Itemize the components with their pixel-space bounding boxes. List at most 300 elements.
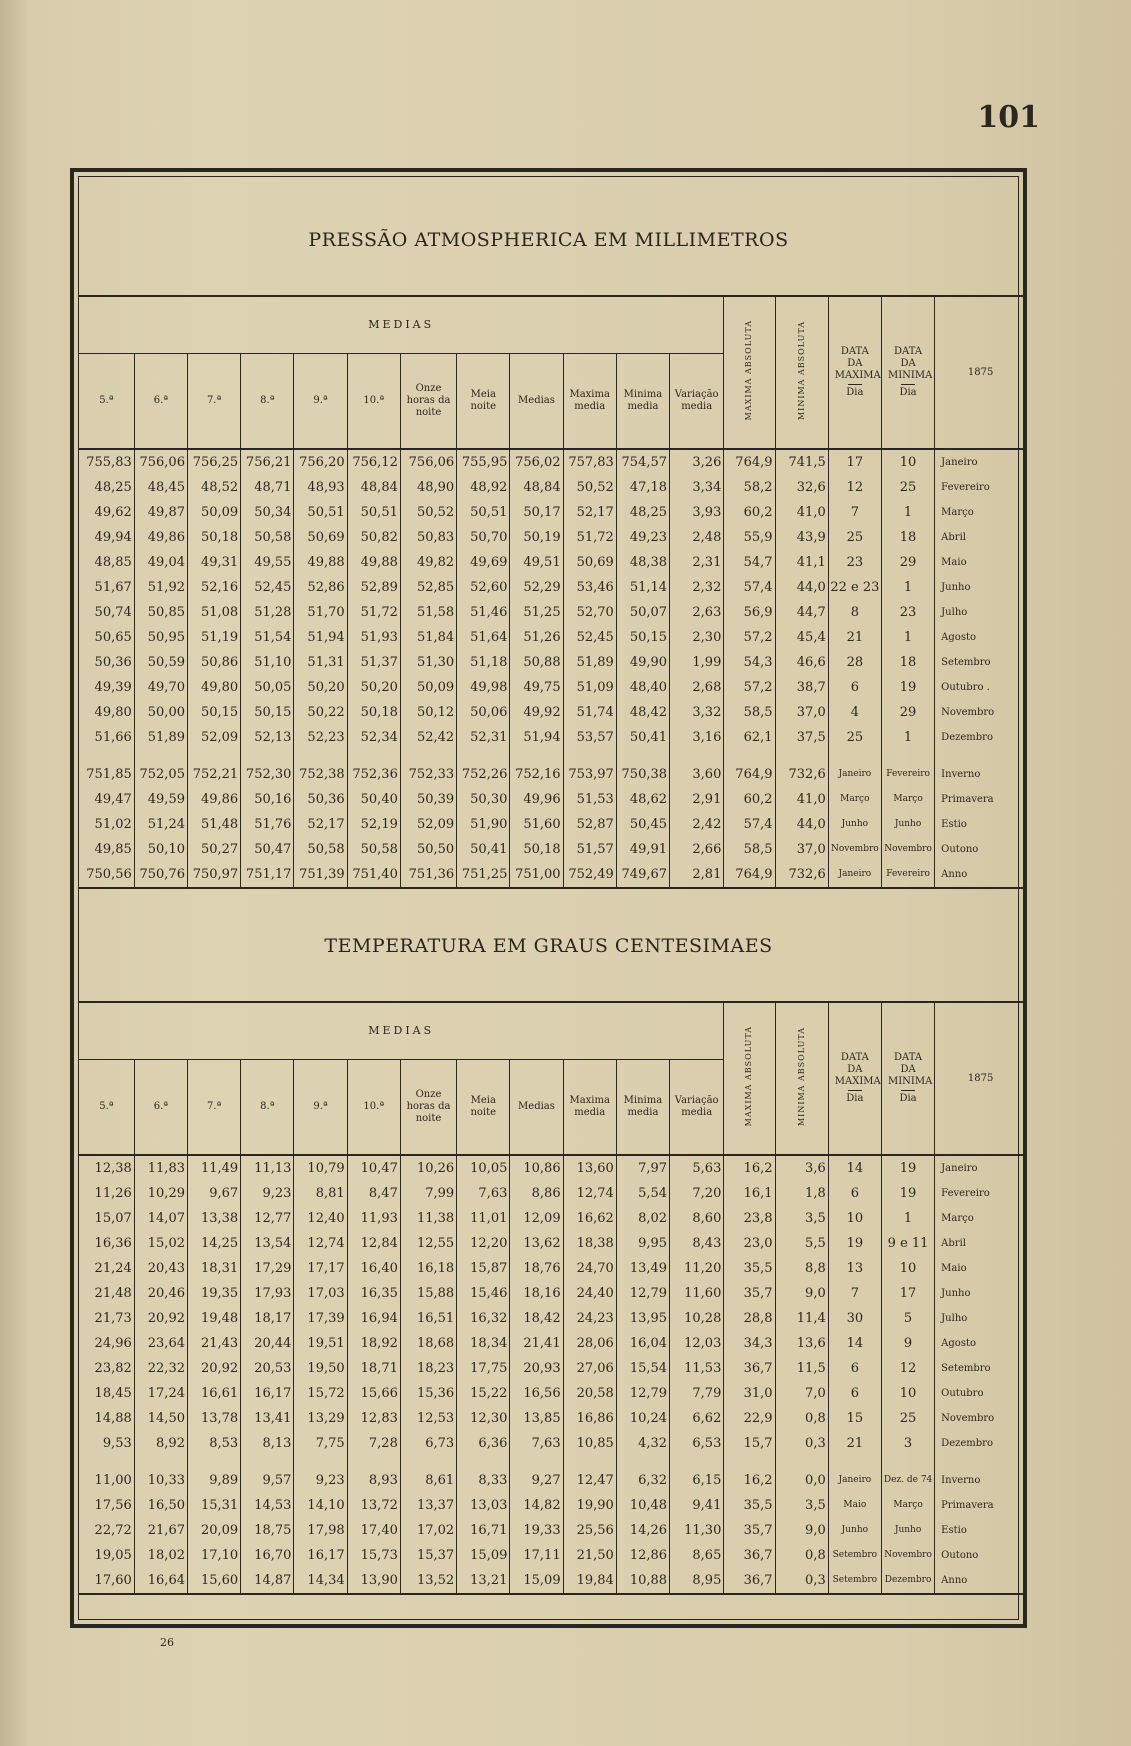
data-minima-header — [881, 1003, 934, 1155]
table-row — [79, 675, 1026, 700]
spacer-cell — [347, 750, 400, 762]
period-cell: Primavera — [935, 787, 1026, 812]
value-cell: Dez. de 74 — [881, 1468, 934, 1493]
value-cell: 11,26 — [94, 1186, 132, 1201]
column-header — [400, 1060, 456, 1156]
value-cell: 57,2 — [724, 675, 775, 700]
value-cell: 751,00 — [510, 862, 563, 888]
dia-label: Dia — [846, 1093, 864, 1104]
value-cell: 27,06 — [563, 1356, 616, 1381]
column-header — [347, 1060, 400, 1156]
value-cell: 49,85 — [94, 842, 132, 857]
value-cell: 48,62 — [616, 787, 669, 812]
year-header — [935, 297, 1026, 449]
medias-header — [79, 297, 724, 354]
data-maxima-label: DATA DA MAXIMA — [834, 346, 881, 381]
value-cell: 28 — [828, 650, 881, 675]
value-cell: 57,4 — [724, 575, 775, 600]
value-cell: 13,37 — [400, 1493, 456, 1518]
value-cell: 37,0 — [775, 700, 828, 725]
value-cell: 8,61 — [400, 1468, 456, 1493]
value-cell: 51,19 — [187, 625, 240, 650]
value-cell: 17,98 — [294, 1518, 347, 1543]
spacer-cell — [510, 1456, 563, 1468]
value-cell: 21 — [828, 1431, 881, 1456]
value-cell: Setembro — [828, 1543, 881, 1568]
value-cell: 7 — [828, 1281, 881, 1306]
value-cell: 749,67 — [616, 862, 669, 888]
value-cell: 8,02 — [616, 1206, 669, 1231]
value-cell: 12,55 — [400, 1231, 456, 1256]
value-cell: 50,18 — [510, 837, 563, 862]
value-cell: 12,86 — [616, 1543, 669, 1568]
value-cell: 756,12 — [347, 449, 400, 475]
value-cell: 9,41 — [670, 1493, 724, 1518]
spacer-cell — [775, 1456, 828, 1468]
value-cell: 11,83 — [134, 1155, 187, 1181]
value-cell: Novembro — [881, 1543, 934, 1568]
value-cell: 12,79 — [616, 1281, 669, 1306]
temperature-title: TEMPERATURA EM GRAUS CENTESIMAES — [324, 935, 773, 957]
value-cell: 9 e 11 — [881, 1231, 934, 1256]
value-cell: 35,7 — [724, 1518, 775, 1543]
table-row — [79, 1356, 1026, 1381]
value-cell: 17,40 — [347, 1518, 400, 1543]
value-cell: 3,34 — [670, 475, 724, 500]
value-cell: 8,43 — [670, 1231, 724, 1256]
value-cell: 15,02 — [134, 1231, 187, 1256]
value-cell: 50,20 — [294, 675, 347, 700]
value-cell: 12,77 — [241, 1206, 294, 1231]
value-cell: 757,83 — [563, 449, 616, 475]
value-cell: 15,7 — [724, 1431, 775, 1456]
data-maxima-header — [828, 1003, 881, 1155]
column-header-label: 8.ª — [260, 395, 275, 406]
spacer-cell — [134, 1456, 187, 1468]
period-cell: Anno — [935, 862, 1026, 888]
spacer-cell — [347, 1456, 400, 1468]
value-cell: 754,57 — [616, 449, 669, 475]
value-cell: 11,49 — [187, 1155, 240, 1181]
spacer-cell — [724, 1456, 775, 1468]
value-cell: 15,66 — [347, 1381, 400, 1406]
value-cell: 28,8 — [724, 1306, 775, 1331]
period-cell: Outono — [935, 1543, 1026, 1568]
column-header — [510, 354, 563, 450]
value-cell: 17,29 — [241, 1256, 294, 1281]
value-cell: 0,3 — [775, 1568, 828, 1594]
value-cell: 16,70 — [241, 1543, 294, 1568]
value-cell: 3,60 — [670, 762, 724, 787]
value-cell: 12,47 — [563, 1468, 616, 1493]
value-cell: 57,2 — [724, 625, 775, 650]
column-header-label: Maxima media — [569, 1095, 610, 1118]
value-cell: 752,05 — [134, 762, 187, 787]
value-cell: 13,78 — [187, 1406, 240, 1431]
value-cell: 751,36 — [400, 862, 456, 888]
value-cell: 756,02 — [510, 449, 563, 475]
value-cell: 18,45 — [94, 1386, 132, 1401]
value-cell: 53,57 — [563, 725, 616, 750]
column-header — [563, 354, 616, 450]
value-cell: 48,42 — [616, 700, 669, 725]
header-dash — [901, 384, 915, 385]
value-cell: 3,5 — [775, 1493, 828, 1518]
table-row — [79, 762, 1026, 787]
value-cell: 752,49 — [563, 862, 616, 888]
table-frame — [70, 168, 1027, 1628]
value-cell: 13,85 — [510, 1406, 563, 1431]
value-cell: 50,06 — [457, 700, 510, 725]
column-header-label: Minima media — [623, 1095, 663, 1118]
value-cell: 15,09 — [457, 1543, 510, 1568]
value-cell: 11,00 — [94, 1473, 132, 1488]
value-cell: 741,5 — [775, 449, 828, 475]
value-cell: 18,75 — [241, 1518, 294, 1543]
column-header — [457, 354, 510, 450]
period-cell: Estio — [935, 1518, 1026, 1543]
value-cell: 50,19 — [510, 525, 563, 550]
column-header-label: 9.ª — [313, 395, 328, 406]
table-row — [79, 550, 1026, 575]
value-cell: 23 — [881, 600, 934, 625]
value-cell: 12,84 — [347, 1231, 400, 1256]
value-cell: 52,60 — [457, 575, 510, 600]
value-cell: 9 — [881, 1331, 934, 1356]
value-cell: 51,02 — [94, 817, 132, 832]
value-cell: 751,40 — [347, 862, 400, 888]
spacer-cell — [457, 750, 510, 762]
value-cell: 12,53 — [400, 1406, 456, 1431]
value-cell: 11,20 — [670, 1256, 724, 1281]
data-maxima-header — [828, 297, 881, 449]
column-header-label: 5.ª — [99, 1101, 114, 1112]
value-cell: 23,8 — [724, 1206, 775, 1231]
value-cell: 17 — [881, 1281, 934, 1306]
value-cell: 32,6 — [775, 475, 828, 500]
value-cell: 8,93 — [347, 1468, 400, 1493]
value-cell: 50,22 — [294, 700, 347, 725]
value-cell: 24,96 — [94, 1336, 132, 1351]
value-cell: 751,39 — [294, 862, 347, 888]
value-cell: 35,7 — [724, 1281, 775, 1306]
spacer-cell — [187, 1456, 240, 1468]
value-cell: 15,88 — [400, 1281, 456, 1306]
value-cell: 12,79 — [616, 1381, 669, 1406]
value-cell: 21,67 — [134, 1518, 187, 1543]
value-cell: 20,92 — [134, 1306, 187, 1331]
value-cell: 16,17 — [294, 1543, 347, 1568]
value-cell: 51,93 — [347, 625, 400, 650]
value-cell: 28,06 — [563, 1331, 616, 1356]
column-header-label: Variação media — [674, 389, 719, 412]
value-cell: 18 — [881, 525, 934, 550]
value-cell: 752,26 — [457, 762, 510, 787]
value-cell: 12,03 — [670, 1331, 724, 1356]
value-cell: 2,30 — [670, 625, 724, 650]
value-cell: 20,58 — [563, 1381, 616, 1406]
value-cell: 15,87 — [457, 1256, 510, 1281]
value-cell: 17,75 — [457, 1356, 510, 1381]
value-cell: 2,42 — [670, 812, 724, 837]
value-cell: 19,33 — [510, 1518, 563, 1543]
value-cell: 14,50 — [134, 1406, 187, 1431]
value-cell: 751,25 — [457, 862, 510, 888]
value-cell: 2,31 — [670, 550, 724, 575]
value-cell: 16,50 — [134, 1493, 187, 1518]
value-cell: 23,64 — [134, 1331, 187, 1356]
spacer-cell — [670, 1456, 724, 1468]
value-cell: 6 — [828, 1356, 881, 1381]
value-cell: 5,54 — [616, 1181, 669, 1206]
value-cell: 48,84 — [510, 475, 563, 500]
value-cell: 50,52 — [400, 500, 456, 525]
value-cell: 52,29 — [510, 575, 563, 600]
value-cell: 60,2 — [724, 500, 775, 525]
value-cell: Junho — [828, 812, 881, 837]
value-cell: 18,76 — [510, 1256, 563, 1281]
value-cell: 13,90 — [347, 1568, 400, 1594]
column-header — [616, 354, 669, 450]
value-cell: 50,39 — [400, 787, 456, 812]
value-cell: 50,83 — [400, 525, 456, 550]
value-cell: 6 — [828, 1381, 881, 1406]
value-cell: 11,53 — [670, 1356, 724, 1381]
value-cell: 12,20 — [457, 1231, 510, 1256]
table-row — [79, 525, 1026, 550]
year-label: 1875 — [967, 366, 994, 378]
value-cell: 16,40 — [347, 1256, 400, 1281]
column-header-label: 9.ª — [313, 1101, 328, 1112]
spacer-cell — [935, 1456, 1026, 1468]
value-cell: 2,66 — [670, 837, 724, 862]
value-cell: 14,82 — [510, 1493, 563, 1518]
table-row — [79, 862, 1026, 888]
value-cell: 13,52 — [400, 1568, 456, 1594]
value-cell: 50,95 — [134, 625, 187, 650]
value-cell: 18,34 — [457, 1331, 510, 1356]
medias-label: MEDIAS — [368, 1023, 435, 1037]
column-header — [134, 1060, 187, 1156]
value-cell: 52,19 — [347, 812, 400, 837]
value-cell: 19 — [881, 1181, 934, 1206]
column-header — [457, 1060, 510, 1156]
value-cell: 50,85 — [134, 600, 187, 625]
value-cell: 15,73 — [347, 1543, 400, 1568]
table-row — [79, 1155, 1026, 1181]
value-cell: 19,84 — [563, 1568, 616, 1594]
value-cell: 19,90 — [563, 1493, 616, 1518]
value-cell: 51,46 — [457, 600, 510, 625]
maxima-absoluta-label: MAXIMA ABSOLUTA — [744, 320, 754, 421]
value-cell: 6 — [828, 1181, 881, 1206]
value-cell: 51,09 — [563, 675, 616, 700]
value-cell: 50,36 — [94, 655, 132, 670]
value-cell: 52,85 — [400, 575, 456, 600]
value-cell: 29 — [881, 550, 934, 575]
value-cell: 8,65 — [670, 1543, 724, 1568]
data-maxima-label: DATA DA MAXIMA — [834, 1052, 881, 1087]
spacer-cell — [563, 1456, 616, 1468]
value-cell: 51,94 — [294, 625, 347, 650]
pressure-title: PRESSÃO ATMOSPHERICA EM MILLIMETROS — [308, 229, 789, 251]
value-cell: 20,92 — [187, 1356, 240, 1381]
column-header-label: 10.ª — [363, 395, 385, 406]
value-cell: 62,1 — [724, 725, 775, 750]
value-cell: 21,50 — [563, 1543, 616, 1568]
page-number: 101 — [977, 100, 1040, 135]
value-cell: 10,28 — [670, 1306, 724, 1331]
value-cell: 3,26 — [670, 449, 724, 475]
value-cell: 750,76 — [134, 862, 187, 888]
value-cell: 48,52 — [187, 475, 240, 500]
value-cell: 752,21 — [187, 762, 240, 787]
value-cell: 732,6 — [775, 762, 828, 787]
value-cell: 50,69 — [563, 550, 616, 575]
value-cell: 51,25 — [510, 600, 563, 625]
value-cell: 10,05 — [457, 1155, 510, 1181]
dia-label: Dia — [899, 387, 917, 398]
spacer-cell — [510, 750, 563, 762]
value-cell: 51,89 — [134, 725, 187, 750]
value-cell: 51,92 — [134, 575, 187, 600]
value-cell: 52,17 — [294, 812, 347, 837]
value-cell: 53,46 — [563, 575, 616, 600]
value-cell: 45,4 — [775, 625, 828, 650]
value-cell: 41,0 — [775, 500, 828, 525]
value-cell: 10 — [881, 1381, 934, 1406]
value-cell: 16,64 — [134, 1568, 187, 1594]
minima-absoluta-label: MINIMA ABSOLUTA — [796, 1026, 806, 1126]
value-cell: 25,56 — [563, 1518, 616, 1543]
value-cell: 1,8 — [775, 1181, 828, 1206]
value-cell: 8,86 — [510, 1181, 563, 1206]
value-cell: 51,54 — [241, 625, 294, 650]
value-cell: 50,09 — [400, 675, 456, 700]
value-cell: 49,82 — [400, 550, 456, 575]
value-cell: 10 — [881, 1256, 934, 1281]
value-cell: 49,87 — [134, 500, 187, 525]
value-cell: 37,5 — [775, 725, 828, 750]
value-cell: 52,09 — [400, 812, 456, 837]
value-cell: 49,04 — [134, 550, 187, 575]
table-row — [79, 625, 1026, 650]
spacer-cell — [881, 750, 934, 762]
value-cell: 23 — [828, 550, 881, 575]
period-cell: Outono — [935, 837, 1026, 862]
value-cell: 57,4 — [724, 812, 775, 837]
value-cell: 13,21 — [457, 1568, 510, 1594]
value-cell: 13,38 — [187, 1206, 240, 1231]
value-cell: 20,53 — [241, 1356, 294, 1381]
column-header-label: Onze horas da noite — [406, 383, 451, 418]
value-cell: 55,9 — [724, 525, 775, 550]
value-cell: 15,60 — [187, 1568, 240, 1594]
value-cell: 1 — [881, 500, 934, 525]
value-cell: 13 — [828, 1256, 881, 1281]
value-cell: 15,54 — [616, 1356, 669, 1381]
table-row — [79, 725, 1026, 750]
value-cell: 51,66 — [94, 730, 132, 745]
value-cell: 10,29 — [134, 1181, 187, 1206]
value-cell: 50,51 — [347, 500, 400, 525]
table-row — [79, 787, 1026, 812]
temperature-table — [79, 1003, 1026, 1595]
value-cell: 18 — [881, 650, 934, 675]
value-cell: 7,79 — [670, 1381, 724, 1406]
spacer-cell — [670, 750, 724, 762]
value-cell: 52,86 — [294, 575, 347, 600]
period-cell: Novembro — [935, 1406, 1026, 1431]
value-cell: 16,61 — [187, 1381, 240, 1406]
value-cell: 8,13 — [241, 1431, 294, 1456]
column-header-label: Maxima media — [569, 389, 610, 412]
value-cell: 19 — [828, 1231, 881, 1256]
value-cell: 50,12 — [400, 700, 456, 725]
value-cell: 52,34 — [347, 725, 400, 750]
value-cell: 752,16 — [510, 762, 563, 787]
table-frame-inner — [78, 176, 1019, 1620]
spacer-row — [79, 1456, 1026, 1468]
table-row — [79, 1568, 1026, 1594]
value-cell: 17,17 — [294, 1256, 347, 1281]
value-cell: 48,93 — [294, 475, 347, 500]
value-cell: 48,25 — [616, 500, 669, 525]
value-cell: 18,68 — [400, 1331, 456, 1356]
value-cell: 752,30 — [241, 762, 294, 787]
value-cell: 16,86 — [563, 1406, 616, 1431]
value-cell: 48,40 — [616, 675, 669, 700]
column-header-label: 7.ª — [206, 1101, 222, 1112]
value-cell: 7,75 — [294, 1431, 347, 1456]
value-cell: 16,17 — [241, 1381, 294, 1406]
value-cell: 764,9 — [724, 862, 775, 888]
value-cell: 52,45 — [241, 575, 294, 600]
value-cell: 51,72 — [563, 525, 616, 550]
value-cell: 19,05 — [94, 1548, 132, 1563]
value-cell: 6,15 — [670, 1468, 724, 1493]
value-cell: 0,0 — [775, 1468, 828, 1493]
value-cell: 50,65 — [94, 630, 132, 645]
value-cell: 50,15 — [241, 700, 294, 725]
value-cell: 12 — [828, 475, 881, 500]
value-cell: 20,44 — [241, 1331, 294, 1356]
value-cell: 10,26 — [400, 1155, 456, 1181]
value-cell: 752,36 — [347, 762, 400, 787]
column-header-label: Variação media — [674, 1095, 719, 1118]
column-header — [670, 354, 724, 450]
value-cell: 2,91 — [670, 787, 724, 812]
table-row — [79, 1181, 1026, 1206]
minima-absoluta-header — [775, 1003, 828, 1155]
value-cell: 49,80 — [94, 705, 132, 720]
value-cell: 49,62 — [94, 505, 132, 520]
value-cell: 13,41 — [241, 1406, 294, 1431]
value-cell: 50,47 — [241, 837, 294, 862]
table-row — [79, 700, 1026, 725]
value-cell: 50,51 — [457, 500, 510, 525]
value-cell: 50,36 — [294, 787, 347, 812]
spacer-cell — [400, 750, 456, 762]
value-cell: 18,02 — [134, 1543, 187, 1568]
value-cell: 48,45 — [134, 475, 187, 500]
value-cell: 5,63 — [670, 1155, 724, 1181]
value-cell: 9,89 — [187, 1468, 240, 1493]
value-cell: 50,00 — [134, 700, 187, 725]
value-cell: 50,50 — [400, 837, 456, 862]
value-cell: 52,16 — [187, 575, 240, 600]
value-cell: 18,23 — [400, 1356, 456, 1381]
